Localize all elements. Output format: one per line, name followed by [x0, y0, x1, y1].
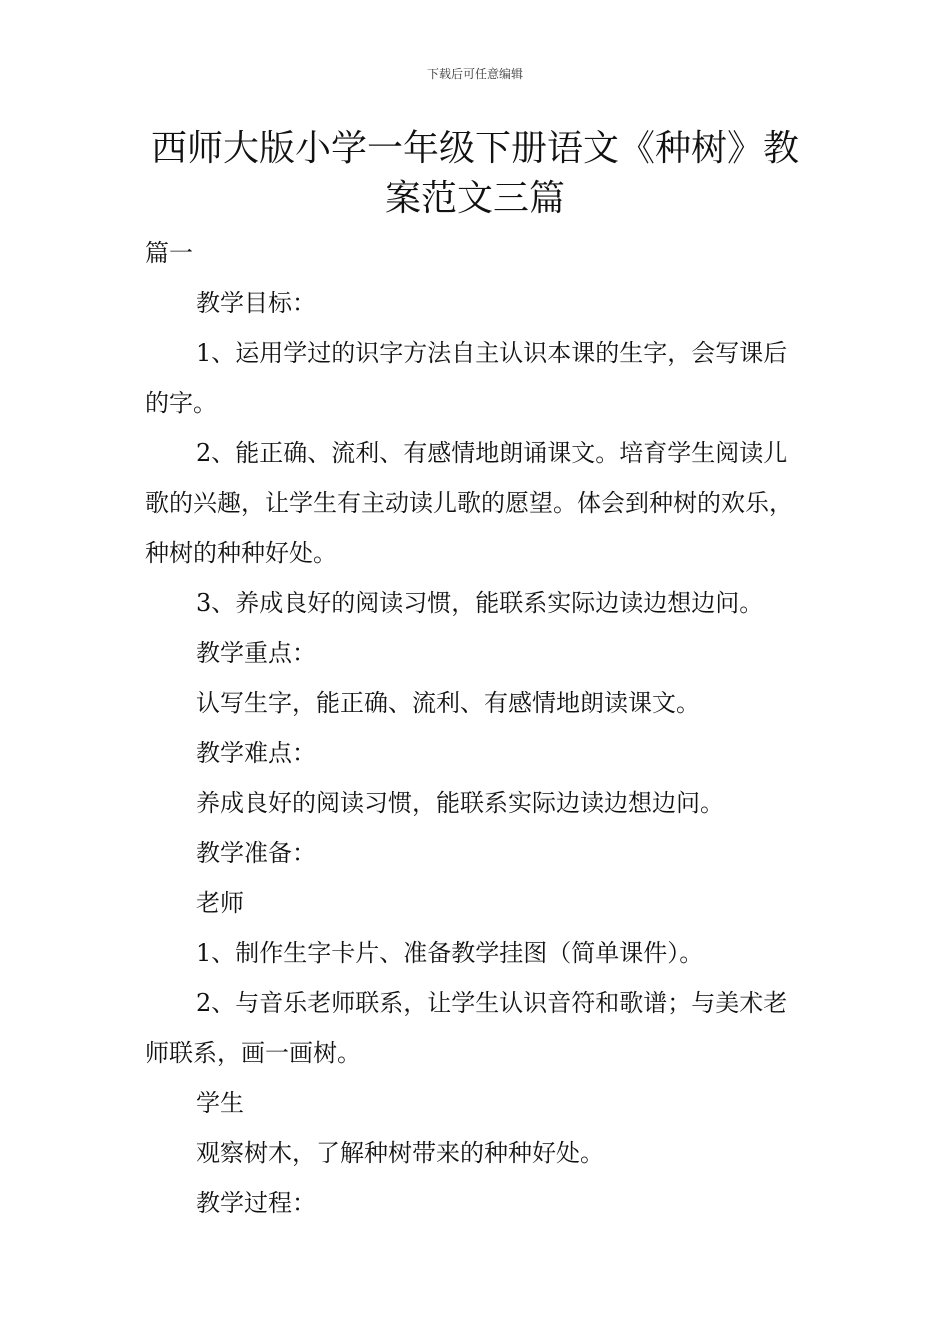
paragraph: 教学重点： — [196, 639, 316, 667]
paragraph: 学生 — [196, 1089, 244, 1117]
paragraph: 1、运用学过的识字方法自主认识本课的生字，会写课后的字。 — [145, 339, 788, 417]
paragraph: 3、养成良好的阅读习惯，能联系实际边读边想边问。 — [196, 589, 764, 617]
paragraph: 教学目标： — [196, 289, 316, 317]
document-body — [145, 228, 810, 1228]
paragraph: 教学过程： — [196, 1189, 316, 1217]
paragraph: 观察树木，了解种树带来的种种好处。 — [196, 1139, 604, 1167]
document-title: 西师大版小学一年级下册语文《种树》教案范文三篇 — [150, 128, 799, 219]
paragraph: 认写生字，能正确、流利、有感情地朗读课文。 — [196, 689, 700, 717]
paragraph: 养成良好的阅读习惯，能联系实际边读边想边问。 — [196, 789, 724, 817]
section-heading: 篇一 — [145, 239, 193, 267]
header-note: 下载后可任意编辑 — [426, 67, 523, 81]
paragraph: 老师 — [196, 889, 244, 917]
paragraph: 2、能正确、流利、有感情地朗诵课文。培育学生阅读儿歌的兴趣，让学生有主动读儿歌的愿望。体会到种树的欢乐，种树的种种好处。 — [145, 439, 793, 567]
paragraph: 教学难点： — [196, 739, 316, 767]
paragraph: 教学准备： — [196, 839, 316, 867]
paragraph: 1、制作生字卡片、准备教学挂图（简单课件）。 — [196, 939, 704, 967]
paragraph: 2、与音乐老师联系，让学生认识音符和歌谱；与美术老师联系，画一画树。 — [145, 989, 788, 1067]
